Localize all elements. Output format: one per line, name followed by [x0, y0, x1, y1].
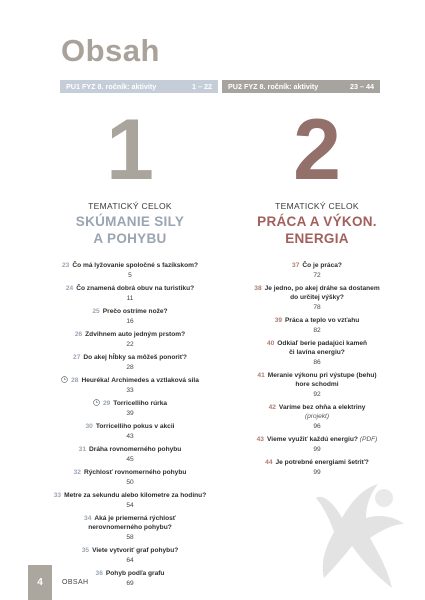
- toc-entry[interactable]: [50, 284, 210, 303]
- activity-suffix: (PDF): [359, 436, 378, 443]
- activity-title[interactable]: Rýchlosť rovnomerného pohybu: [83, 469, 187, 476]
- unit-title-line: PRÁCA A VÝKON.: [257, 214, 377, 229]
- page-reference: 45: [126, 456, 134, 463]
- toc-entry-title-line: [237, 284, 397, 293]
- bar-label: PU2 FYZ 8. ročník: aktivity: [228, 82, 319, 91]
- page-number: 4: [28, 565, 52, 600]
- bar-label: PU1 FYZ 8. ročník: aktivity: [66, 82, 157, 91]
- toc-entry[interactable]: [237, 371, 397, 399]
- page-reference: 82: [313, 327, 321, 334]
- toc-entry-title-line: [237, 403, 397, 412]
- page-reference: 54: [126, 502, 134, 509]
- toc-entry[interactable]: [237, 339, 397, 367]
- activity-title-continued: či lavína energiu?: [289, 349, 345, 356]
- toc-entry[interactable]: [50, 261, 210, 280]
- bar-range: 23 – 44: [350, 82, 374, 91]
- page-reference: 96: [313, 423, 321, 430]
- activity-number: 43: [256, 436, 264, 443]
- activity-number: 44: [265, 459, 273, 466]
- activity-title[interactable]: Aká je priemerná rýchlosť: [94, 515, 176, 522]
- activity-number: 36: [95, 570, 103, 577]
- page-reference: 33: [126, 387, 134, 394]
- activity-title-continued: hore schodmi: [295, 381, 339, 388]
- toc-entry[interactable]: [50, 422, 210, 441]
- activity-title[interactable]: Je jedno, po akej dráhe sa dostanem: [264, 285, 380, 292]
- clock-icon: [93, 399, 100, 406]
- toc-entry[interactable]: [50, 353, 210, 372]
- unit-column-2: [237, 201, 397, 481]
- activity-number: 37: [292, 262, 300, 269]
- toc-entry[interactable]: [50, 399, 210, 418]
- page-reference: 50: [126, 479, 134, 486]
- toc-entry-title-line: [50, 399, 210, 408]
- toc-entry-title-line: [50, 546, 210, 555]
- toc-entry[interactable]: [237, 261, 397, 280]
- toc-entry[interactable]: [237, 403, 397, 431]
- activity-subtitle: (projekt): [304, 413, 330, 420]
- toc-entry-title-line: [50, 422, 210, 431]
- toc-entry-title-line: [50, 514, 210, 523]
- activity-title[interactable]: Viete vytvoriť graf pohybu?: [92, 547, 179, 554]
- toc-entry[interactable]: [50, 514, 210, 542]
- toc-entry-title-line: [237, 435, 397, 444]
- toc-entry-title-line: [237, 339, 397, 348]
- page-reference: 69: [126, 580, 134, 587]
- footer-label: OBSAH: [62, 579, 89, 586]
- unit-title-line: ENERGIA: [285, 231, 349, 246]
- bar-range: 1 – 22: [192, 82, 212, 91]
- activity-title[interactable]: Je potrebné energiami šetriť?: [275, 459, 369, 466]
- activity-number: 35: [81, 547, 90, 554]
- page-reference: 72: [313, 272, 321, 279]
- toc-entry[interactable]: [50, 546, 210, 565]
- activity-number: 34: [84, 515, 92, 522]
- page-reference: 22: [126, 341, 134, 348]
- page-reference: 16: [126, 318, 134, 325]
- toc-entry-title-line: [237, 371, 397, 380]
- activity-title[interactable]: Torricelliho pokus v akcii: [95, 423, 175, 430]
- page-reference: 58: [126, 534, 134, 541]
- toc-entry[interactable]: [237, 458, 397, 477]
- page-reference: 5: [128, 272, 132, 279]
- toc-entry[interactable]: [50, 307, 210, 326]
- unit-number-1: 1: [106, 102, 154, 198]
- activity-number: 41: [257, 372, 265, 379]
- page-reference: 39: [126, 410, 134, 417]
- activity-number: 25: [92, 308, 100, 315]
- activity-number: 28: [71, 377, 79, 384]
- toc-list: [50, 261, 210, 588]
- activity-number: 30: [85, 423, 93, 430]
- toc-entry[interactable]: [50, 491, 210, 510]
- toc-entry[interactable]: [50, 445, 210, 464]
- clock-icon: [61, 376, 68, 383]
- activity-title[interactable]: Dráha rovnomerného pohybu: [89, 446, 182, 453]
- activity-title[interactable]: Vieme využiť každú energiu?: [266, 436, 358, 443]
- unit-kicker: TEMATICKÝ CELOK: [275, 201, 359, 211]
- unit-column-1: [50, 201, 210, 592]
- activity-number: 31: [78, 446, 86, 453]
- activity-title[interactable]: Do akej hĺbky sa môžeš ponoriť?: [83, 354, 187, 361]
- activity-title-continued: do určitej výšky?: [290, 294, 344, 301]
- activity-title[interactable]: Heuréka! Archimedes a vztlaková sila: [81, 377, 199, 384]
- toc-entry[interactable]: [50, 376, 210, 395]
- activities-bar-pu1: [60, 80, 218, 93]
- page-reference: 28: [126, 364, 134, 371]
- toc-entry-title-line: [50, 376, 210, 385]
- toc-entry[interactable]: [237, 435, 397, 454]
- activity-title[interactable]: Čo znamená dobrá obuv na turistiku?: [76, 285, 195, 292]
- toc-entry[interactable]: [237, 284, 397, 312]
- unit-title-line: A POHYBU: [93, 231, 167, 246]
- toc-entry-title-line: [237, 458, 397, 467]
- activity-title[interactable]: Čo je práca?: [302, 262, 342, 269]
- activity-title[interactable]: Torricelliho rúrka: [113, 400, 168, 407]
- activity-title[interactable]: Prečo ostríme nože?: [102, 308, 168, 315]
- activity-number: 24: [65, 285, 74, 292]
- unit-kicker: TEMATICKÝ CELOK: [88, 201, 172, 211]
- page-reference: 99: [313, 446, 321, 453]
- activity-number: 33: [53, 492, 62, 499]
- page-reference: 43: [126, 433, 134, 440]
- unit-title-line: SKÚMANIE SILY: [75, 214, 185, 229]
- toc-entry-title-line: [50, 445, 210, 454]
- decorative-figure-icon: [312, 480, 407, 595]
- activity-title-continued: nerovnomerného pohybu?: [88, 524, 172, 531]
- page-reference: 11: [126, 295, 134, 302]
- activity-number: 27: [73, 354, 81, 361]
- toc-entry-title-line: [50, 284, 210, 293]
- activity-title[interactable]: Čo má lyžovanie spoločné s fazíkskom?: [72, 262, 199, 269]
- toc-entry-title-line: [50, 353, 210, 362]
- page-reference: 99: [313, 469, 321, 476]
- page-reference: 78: [313, 304, 321, 311]
- unit-title: [50, 213, 210, 247]
- activity-number: 26: [74, 331, 83, 338]
- activity-number: 23: [61, 262, 70, 269]
- unit-title: [237, 213, 397, 247]
- toc-entry[interactable]: [237, 316, 397, 335]
- activity-title[interactable]: Odkiaľ berie padajúci kameň: [277, 340, 368, 347]
- activity-number: 40: [266, 340, 275, 347]
- toc-entry-title-line: [50, 491, 210, 500]
- activity-number: 38: [254, 285, 262, 292]
- activity-title[interactable]: Metre za sekundu alebo kilometre za hodinu?: [64, 492, 207, 499]
- toc-entry-title-line: [50, 307, 210, 316]
- activity-title[interactable]: Varíme bez ohňa a elektriny: [278, 404, 366, 411]
- activity-title[interactable]: Meranie výkonu pri výstupe (behu): [267, 372, 377, 379]
- activity-title[interactable]: Zdvihnem auto jedným prstom?: [85, 331, 186, 338]
- activities-bar-pu2: [222, 80, 380, 93]
- activity-number: 32: [73, 469, 81, 476]
- toc-entry-title-line: [237, 316, 397, 325]
- toc-entry-title-line: [50, 468, 210, 477]
- activity-number: 39: [274, 317, 283, 324]
- page-reference: 92: [313, 391, 321, 398]
- toc-entry-title-line: [50, 330, 210, 339]
- toc-entry[interactable]: [50, 468, 210, 487]
- toc-entry-title-line: [50, 569, 210, 578]
- activity-number: 29: [102, 400, 111, 407]
- toc-entry-title-line: [237, 261, 397, 270]
- toc-list: [237, 261, 397, 477]
- activity-title[interactable]: Pohyb podľa grafu: [105, 570, 165, 577]
- page-reference: 64: [126, 557, 134, 564]
- page-title: Obsah: [61, 33, 160, 68]
- activity-title[interactable]: Práca a teplo vo vzťahu: [285, 317, 360, 324]
- page-reference: 86: [313, 359, 321, 366]
- unit-number-2: 2: [293, 102, 341, 198]
- activity-number: 42: [268, 404, 276, 411]
- toc-entry-title-line: [50, 261, 210, 270]
- toc-entry[interactable]: [50, 330, 210, 349]
